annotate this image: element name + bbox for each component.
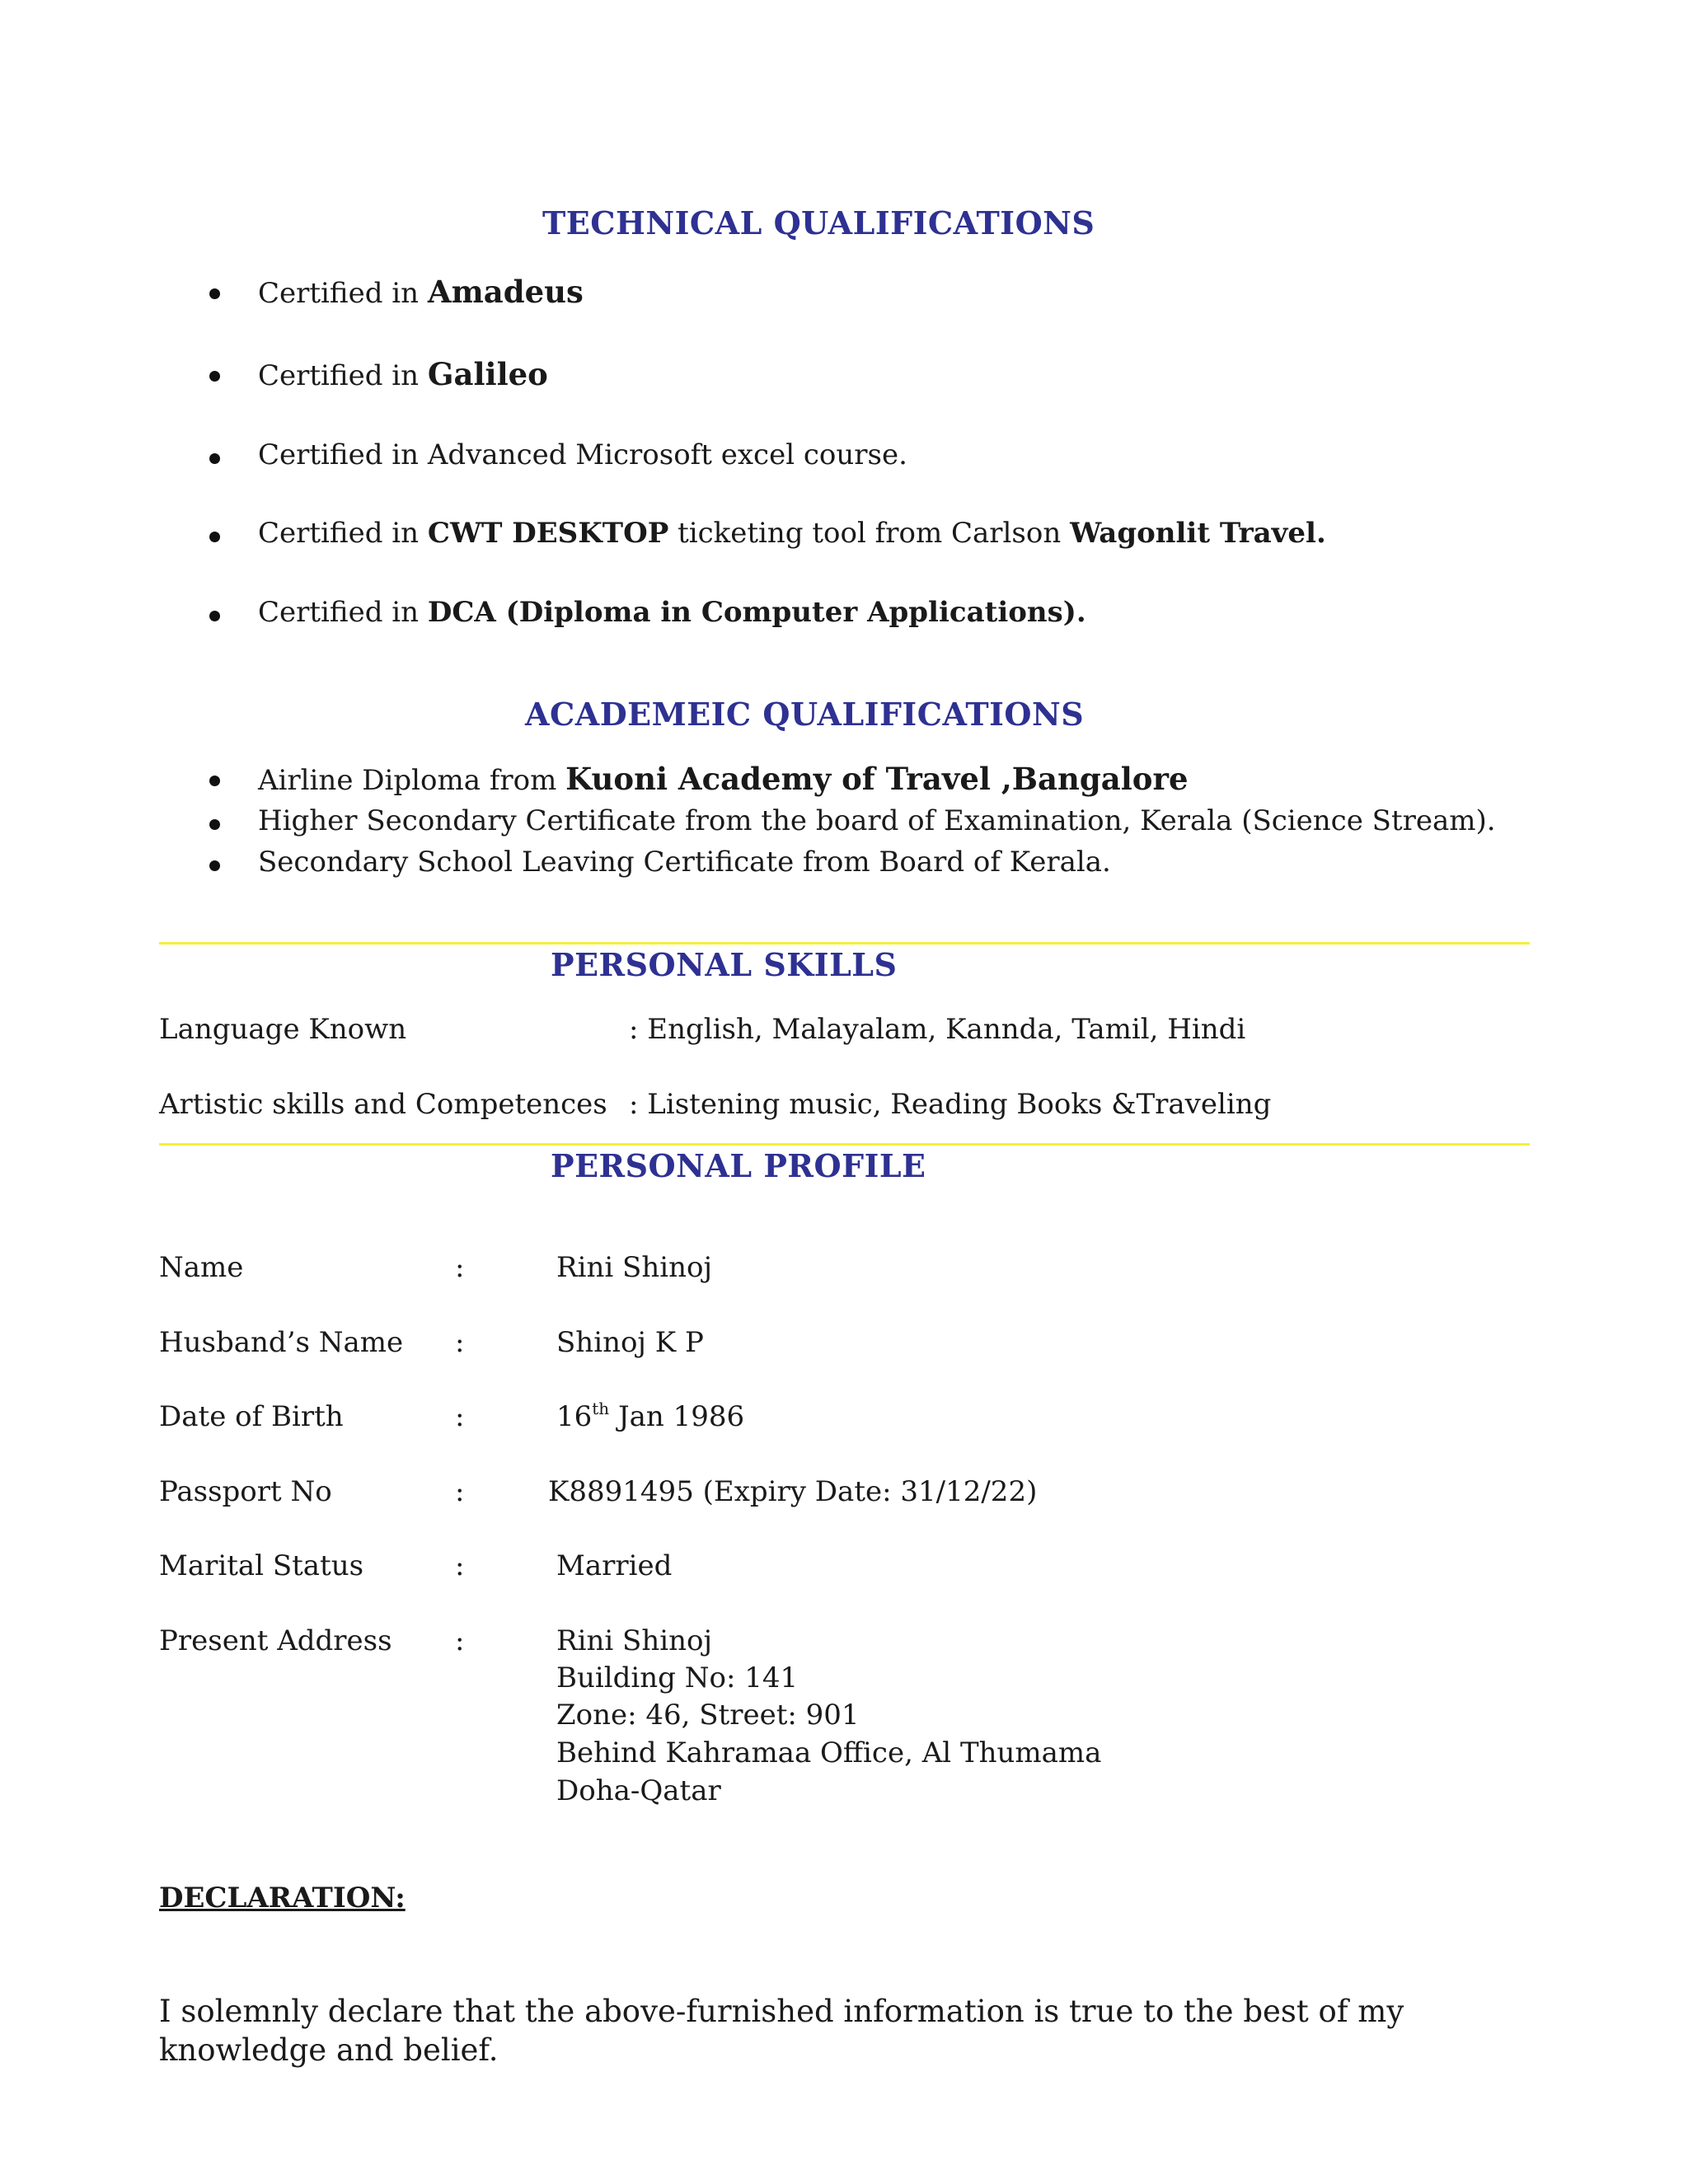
colon-separator: : bbox=[455, 1475, 465, 1508]
item-text: Airline Diploma from bbox=[258, 764, 566, 797]
item-text: ticketing tool from Carlson bbox=[668, 517, 1071, 550]
item-bold-text: DCA (Diploma in Computer Applications). bbox=[427, 596, 1086, 629]
declaration-text: I solemnly declare that the above-furnished information is true to the best of my knowledge and belief. bbox=[159, 1994, 1404, 2068]
passport-label: Passport No bbox=[159, 1475, 332, 1508]
personal-skills-heading: PERSONAL SKILLS bbox=[551, 946, 898, 983]
name-value: Rini Shinoj bbox=[556, 1251, 713, 1284]
marital-status-label: Marital Status bbox=[159, 1549, 364, 1582]
colon-separator: : bbox=[455, 1400, 465, 1433]
colon-separator: : bbox=[455, 1549, 465, 1582]
bullet-icon bbox=[209, 532, 220, 542]
address-line: Doha-Qatar bbox=[556, 1774, 721, 1807]
colon-separator: : bbox=[455, 1326, 465, 1359]
address-line: Rini Shinoj bbox=[556, 1624, 713, 1657]
item-text: Certified in bbox=[258, 277, 428, 310]
bullet-icon bbox=[209, 288, 220, 299]
date-of-birth-value bbox=[556, 1400, 744, 1433]
address-line: Behind Kahramaa Office, Al Thumama bbox=[556, 1736, 1102, 1769]
item-bold-text: Amadeus bbox=[427, 274, 584, 310]
item-text: Secondary School Leaving Certificate from Board of Kerala. bbox=[258, 846, 1111, 879]
item-text: Certified in bbox=[258, 517, 428, 550]
divider bbox=[159, 1143, 1530, 1146]
item-bold-text: Wagonlit Travel. bbox=[1070, 517, 1326, 550]
husband-name-label: Husband’s Name bbox=[159, 1326, 404, 1359]
dob-day: 16 bbox=[556, 1400, 593, 1433]
item-text: Certified in bbox=[258, 359, 428, 392]
item-bold-text: CWT DESKTOP bbox=[427, 517, 669, 550]
marital-status-value: Married bbox=[556, 1549, 673, 1582]
item-text: Higher Secondary Certificate from the board of Examination, Kerala (Science Stream). bbox=[258, 804, 1496, 837]
husband-name-value: Shinoj K P bbox=[556, 1326, 704, 1359]
item-text: Certified in Advanced Microsoft excel course. bbox=[258, 438, 907, 471]
language-known-value: : English, Malayalam, Kannda, Tamil, Hindi bbox=[629, 1013, 1246, 1046]
colon-separator: : bbox=[455, 1251, 465, 1284]
item-bold-text: Galileo bbox=[427, 356, 548, 392]
date-of-birth-label: Date of Birth bbox=[159, 1400, 344, 1433]
bullet-icon bbox=[209, 371, 220, 382]
bullet-icon bbox=[209, 611, 220, 621]
present-address-label: Present Address bbox=[159, 1624, 392, 1657]
bullet-icon bbox=[209, 453, 220, 464]
bullet-icon bbox=[209, 860, 220, 871]
declaration-heading: DECLARATION: bbox=[159, 1882, 406, 1915]
address-line: Building No: 141 bbox=[556, 1661, 799, 1694]
academic-qualifications-heading: ACADEMEIC QUALIFICATIONS bbox=[525, 696, 1085, 733]
artistic-skills-label: Artistic skills and Competences bbox=[159, 1088, 607, 1121]
passport-value: K8891495 (Expiry Date: 31/12/22) bbox=[548, 1475, 1038, 1508]
divider bbox=[159, 942, 1530, 944]
dob-suffix: th bbox=[592, 1399, 610, 1418]
bullet-icon bbox=[209, 819, 220, 830]
name-label: Name bbox=[159, 1251, 244, 1284]
technical-qualifications-heading: TECHNICAL QUALIFICATIONS bbox=[542, 204, 1095, 241]
address-line: Zone: 46, Street: 901 bbox=[556, 1699, 860, 1732]
item-text: Certified in bbox=[258, 596, 428, 629]
dob-month-year: Jan 1986 bbox=[609, 1400, 745, 1433]
language-known-label: Language Known bbox=[159, 1013, 407, 1046]
personal-profile-heading: PERSONAL PROFILE bbox=[551, 1147, 926, 1184]
artistic-skills-value: : Listening music, Reading Books &Traveling bbox=[629, 1088, 1272, 1121]
item-bold-text: Kuoni Academy of Travel ,Bangalore bbox=[565, 761, 1189, 797]
colon-separator: : bbox=[455, 1624, 465, 1657]
bullet-icon bbox=[209, 776, 220, 786]
